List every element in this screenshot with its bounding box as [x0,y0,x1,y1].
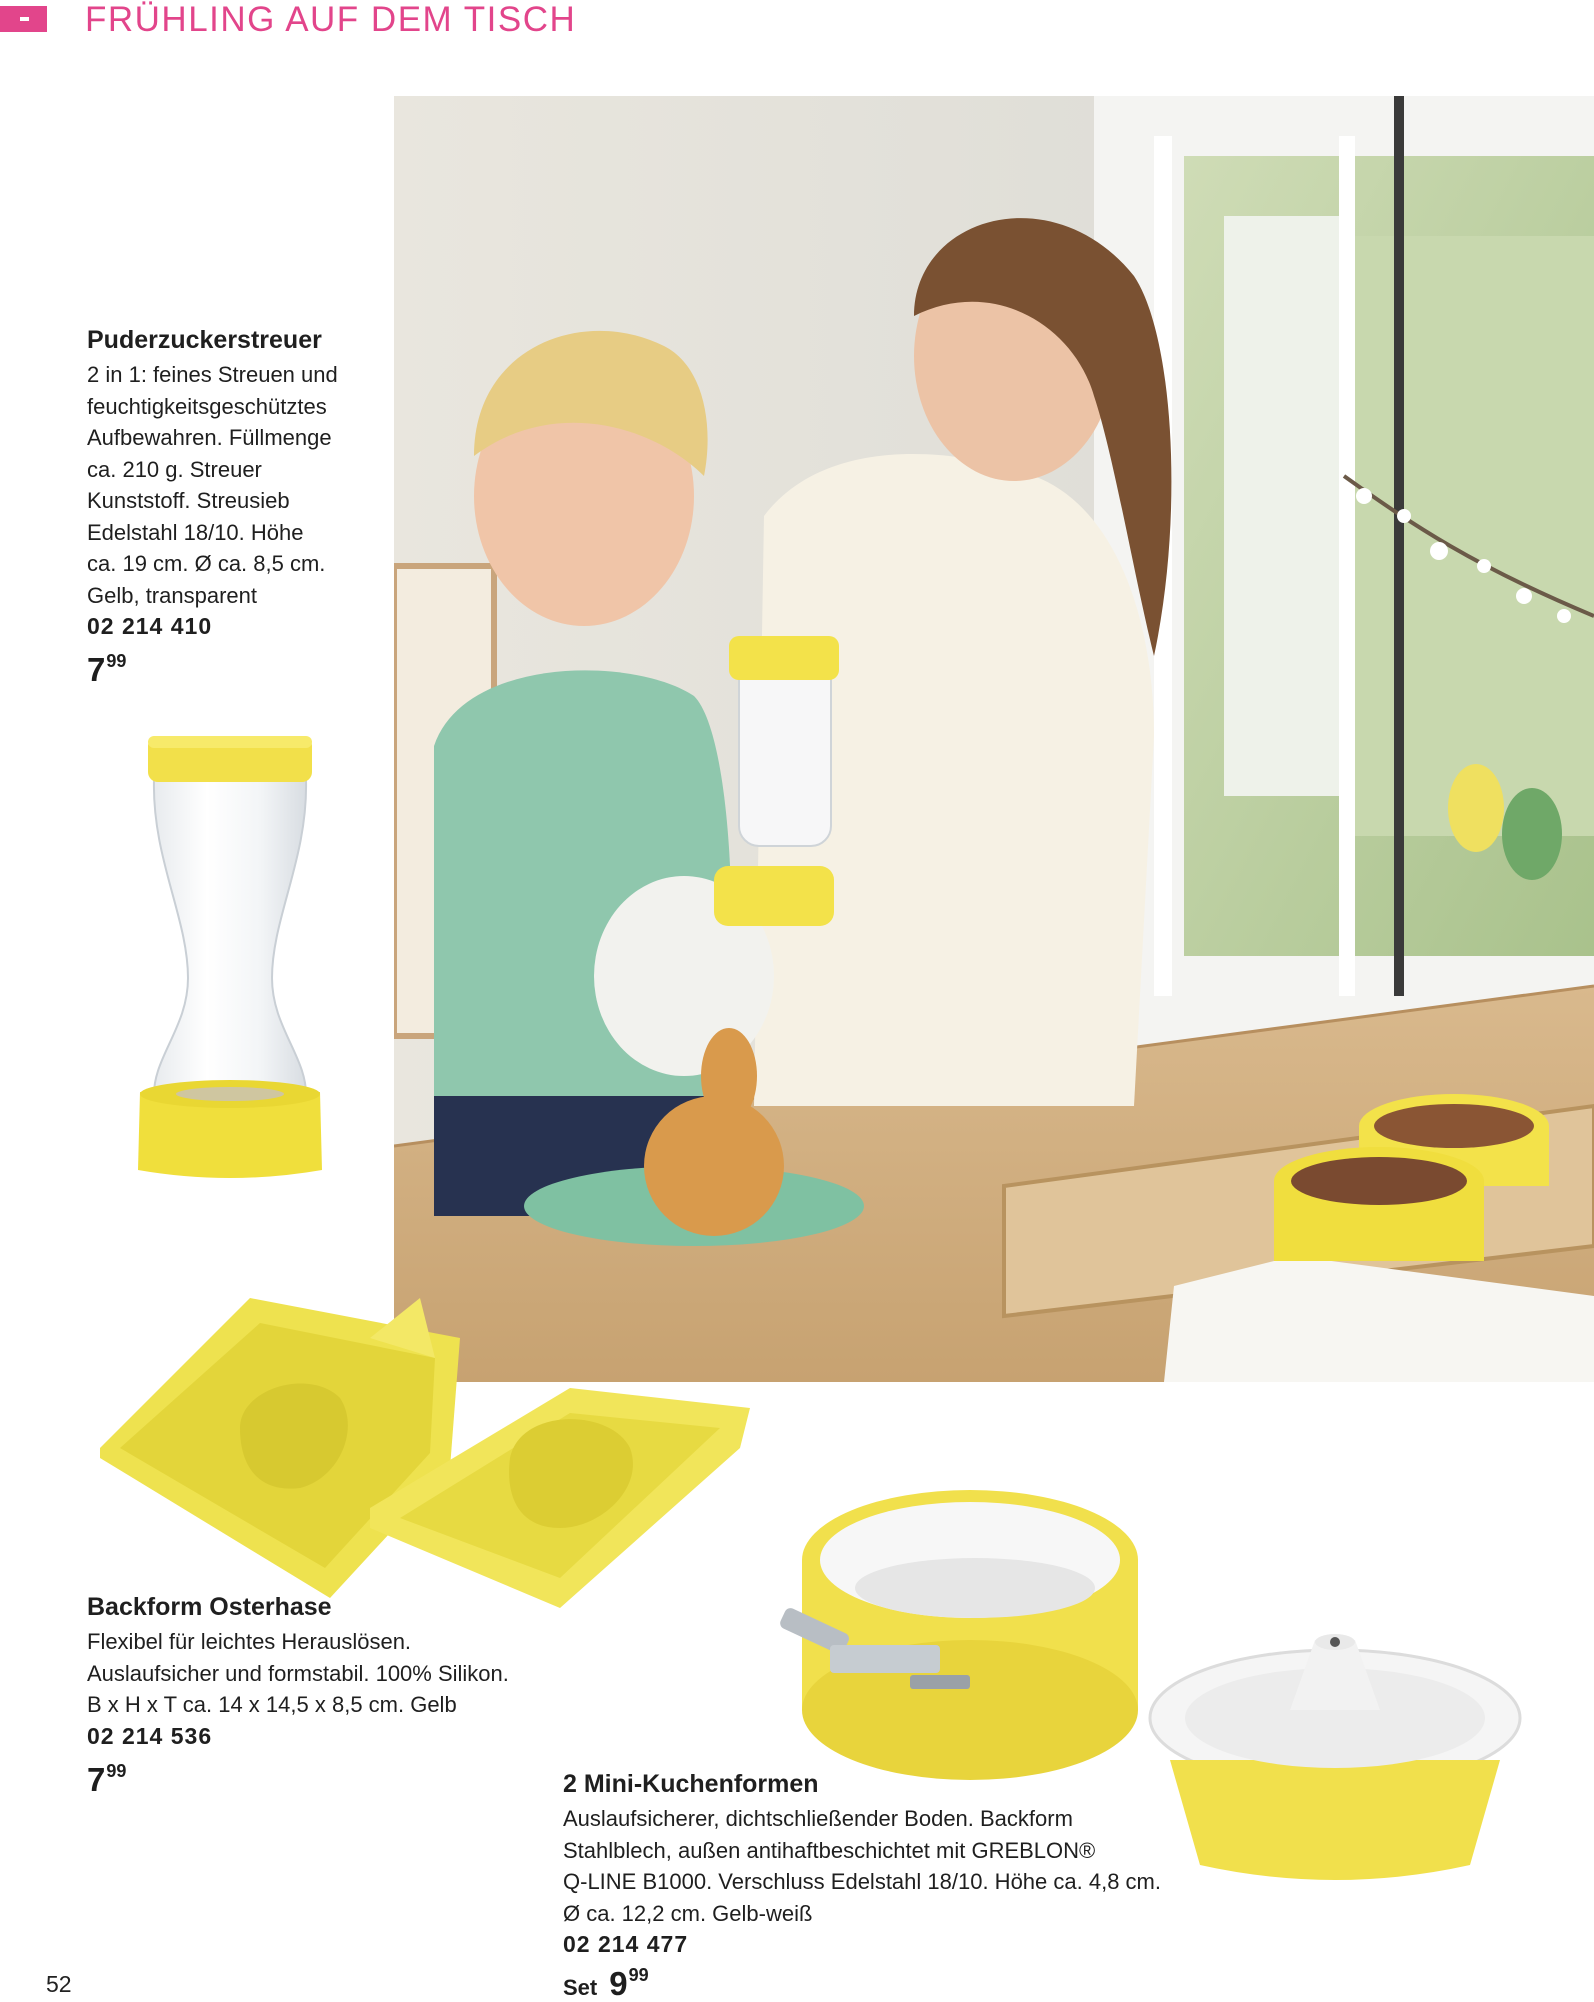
sugar-shaker-image [130,728,330,1188]
product-description: Flexibel für leichtes Herauslösen. Auslaufsicher und formstabil. 100% Silikon. B x H x T ca. 14 x 14,5 x 8,5 cm. Gelb [87,1629,509,1717]
product-description: 2 in 1: feines Streuen und feuchtigkeitsgeschütztes Aufbewahren. Füllmenge ca. 210 g. Streuer Kunststoff. Streusieb Edelstahl 18/10. Höhe ca. 19 cm. Ø ca. 8,5 cm. Gelb, transparent [87,362,338,608]
article-number: 02 214 536 [87,1722,213,1749]
product-backform-osterhase [87,1593,647,1750]
article-number: 02 214 477 [563,1931,689,1957]
product-price: $7^{99}$ [87,1761,127,1798]
product-description: Auslaufsicherer, dichtschließender Boden. Backform Stahlblech, außen antihaftbeschichtet mit GREBLON® Q-LINE B1000. Verschluss Edelstahl 18/10. Höhe ca. 4,8 cm. Ø ca. 12,2 cm. Gelb-weiß [563,1806,1161,1926]
product-name: Backform Osterhase [87,1593,332,1621]
product-name: Puderzuckerstreuer [87,326,322,354]
product-puderzuckerstreuer [87,326,397,640]
section-tab-marker [0,6,47,32]
product-price: Set $9^{99}$ [563,1965,649,2002]
page-title: FRÜHLING AUF DEM TISCH [85,0,577,39]
product-price: $7^{99}$ [87,651,127,688]
page-number: 52 [46,1971,72,1997]
product-name: 2 Mini-Kuchenformen [563,1770,819,1798]
product-mini-kuchenformen [563,1770,1243,1958]
bunny-baking-mold-image [90,1278,760,1608]
article-number: 02 214 410 [87,613,213,639]
lifestyle-photo [394,96,1594,1382]
